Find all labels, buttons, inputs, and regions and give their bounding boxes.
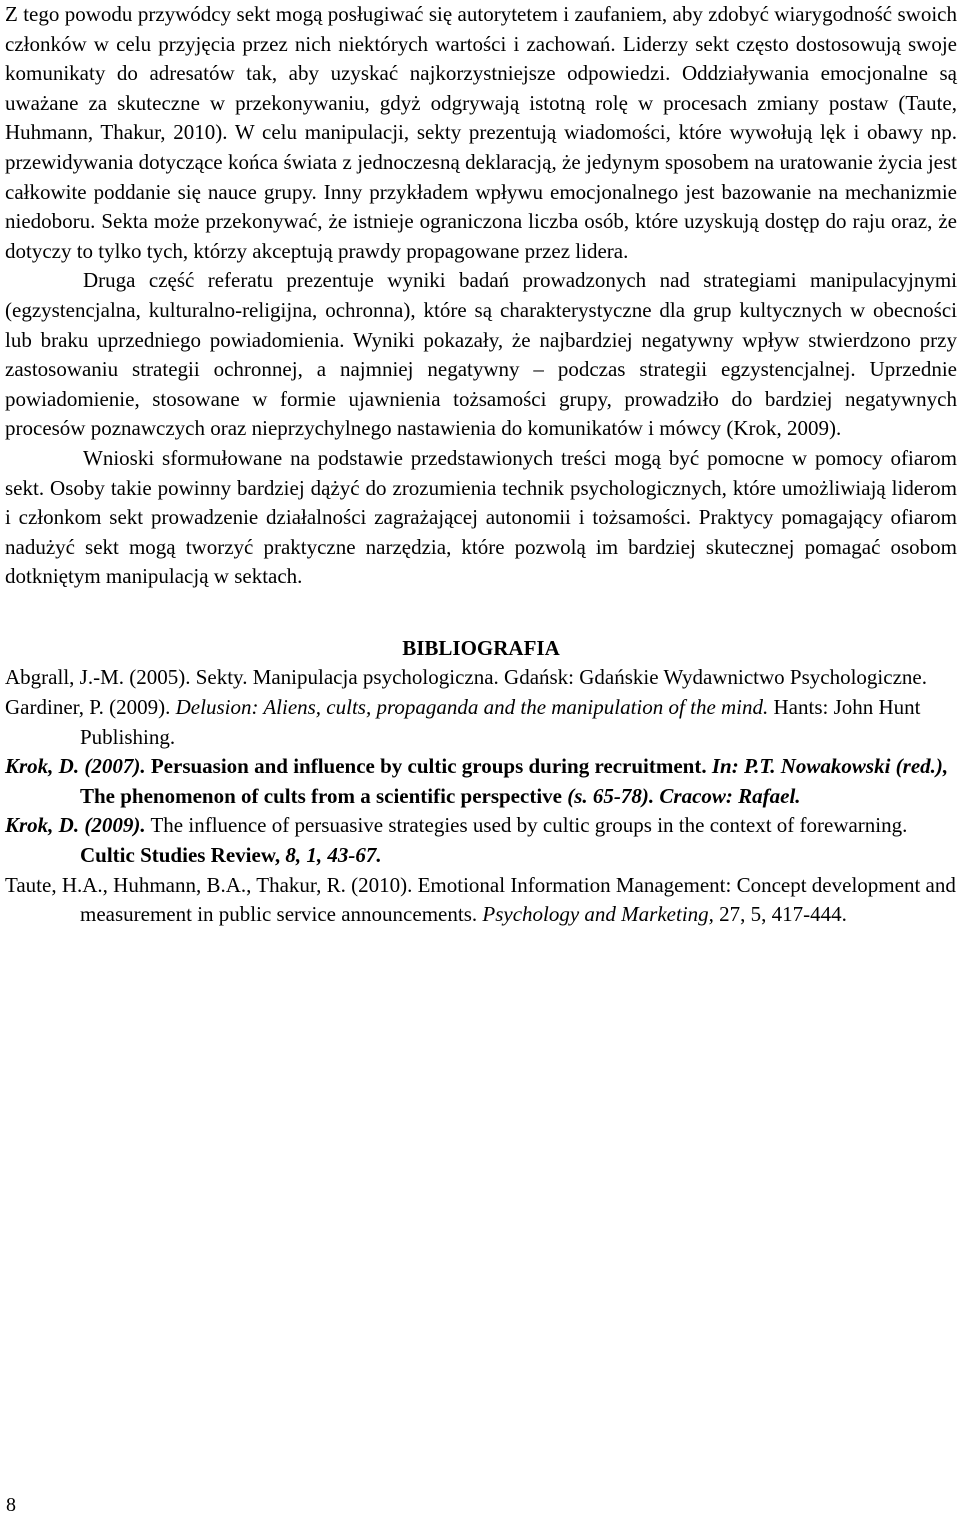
bibliography-entry-editor: In: P.T. Nowakowski (red.), [706,754,949,779]
bibliography-entry [5,811,957,870]
bibliography-entry-title: The influence of persuasive strategies used by cultic groups in the context of forewarning. [145,813,908,838]
bibliography-entry-text: Abgrall, J.-M. (2005). Sekty. Manipulacja psychologiczna. Gdańsk: Gdańskie Wydawnictwo Psychologiczne. [5,665,927,690]
bibliography-entry-authors: Krok, D. (2007). [5,754,146,779]
bibliography-entry-pages: (s. 65-78). Cracow: Rafael. [561,783,801,808]
bibliography-entry [5,871,957,930]
bibliography-entry-journal: Cultic Studies Review, [80,843,281,868]
body-paragraph-1: Z tego powodu przywódcy sekt mogą posługiwać się autorytetem i zaufaniem, aby zdobyć wiarygodność swoich członków w celu przyjęcia przez nich niektórych wartości i zachowań. Liderzy sekt często dostosowują swoje komunikaty do adresatów tak, aby uzyskać najkorzystniejsze odpowiedzi. Oddziaływania emocjonalne są uważane za skuteczne w przekonywaniu, gdyż odgrywają istotną rolę w procesach zmiany postaw (Taute, Huhmann, Thakur, 2010). W celu manipulacji, sekty prezentują wiadomości, które wywołują lęk i obawy np. przewidywania dotyczące końca świata z jednoczesną deklaracją, że jedynym sposobem na uratowanie życia jest całkowite poddanie się nauce grupy. Inny przykładem wpływu emocjonalnego jest bazowanie na mechanizmie niedoboru. Sekta może przekonywać, że istnieje ograniczona liczba osób, które uzyskują dostęp do raju oraz, że dotyczy to tylko tych, którzy akceptują prawdy propagowane przez lidera. [5,2,957,263]
body-paragraph-2: Druga część referatu prezentuje wyniki badań prowadzonych nad strategiami manipulacyjnymi (egzystencjalna, kulturalno-religijna, ochronna), które są charakterystyczne dla grup kultycznych w obecności lub braku uprzedniego powiadomienia. Wyniki pokazały, że najbardziej negatywny wpływ stwierdzono przy zastosowaniu strategii ochronnej, a najmniej negatywny – podczas strategii egzystencjalnej. Uprzednie powiadomienie, stosowane w formie ujawnienia tożsamości grupy, prowadziło do bardziej negatywnych procesów poznawczych oraz nieprzychylnego nastawienia do komunikatów i mówcy (Krok, 2009). [5,268,957,441]
bibliography-entry-book: The phenomenon of cults from a scientific perspective [80,783,562,808]
bibliography-entry [5,663,957,693]
bibliography-entry-issue: 27, 5, 417-444. [713,902,847,927]
document-page [5,0,957,930]
bibliography-entry-journal: Psychology and Marketing, [482,902,714,927]
bibliography-entry-authors: Gardiner, P. (2009). [5,695,176,720]
bibliography-entry-authors: Taute, H.A., Huhmann, B.A., Thakur, R. (2010). Emotional Information Management: Concept development and measurement in public service announcements. [5,872,956,927]
bibliography-heading: BIBLIOGRAFIA [402,635,560,660]
bibliography-entry-authors: Krok, D. (2009). [5,813,146,838]
bibliography-entry-issue: 8, 1, 43-67. [280,843,382,868]
bibliography-entry-publisher: Hants: John Hunt Publishing. [80,695,921,749]
bibliography-entry [5,752,957,811]
body-paragraph-3: Wnioski sformułowane na podstawie przedstawionych treści mogą być pomocne w pomocy ofiarom sekt. Osoby takie powinny bardziej dążyć do zrozumienia technik psychologicznych, które umożliwiają liderom i członkom sekt prowadzenie działalności zagrażającej autonomii i tożsamości. Praktycy pomagający ofiarom nadużyć sekt mogą tworzyć praktyczne narzędzia, które pozwolą im bardziej skutecznej pomagać osobom dotkniętym manipulacją w sektach. [5,445,957,589]
bibliography-entry-title: Delusion: Aliens, cults, propaganda and the manipulation of the mind. [175,695,769,720]
page-number: 8 [6,1494,16,1516]
bibliography-entry-title: Persuasion and influence by cultic groups during recruitment. [145,754,707,779]
bibliography-entry [5,693,957,752]
bibliography-list [5,663,957,929]
